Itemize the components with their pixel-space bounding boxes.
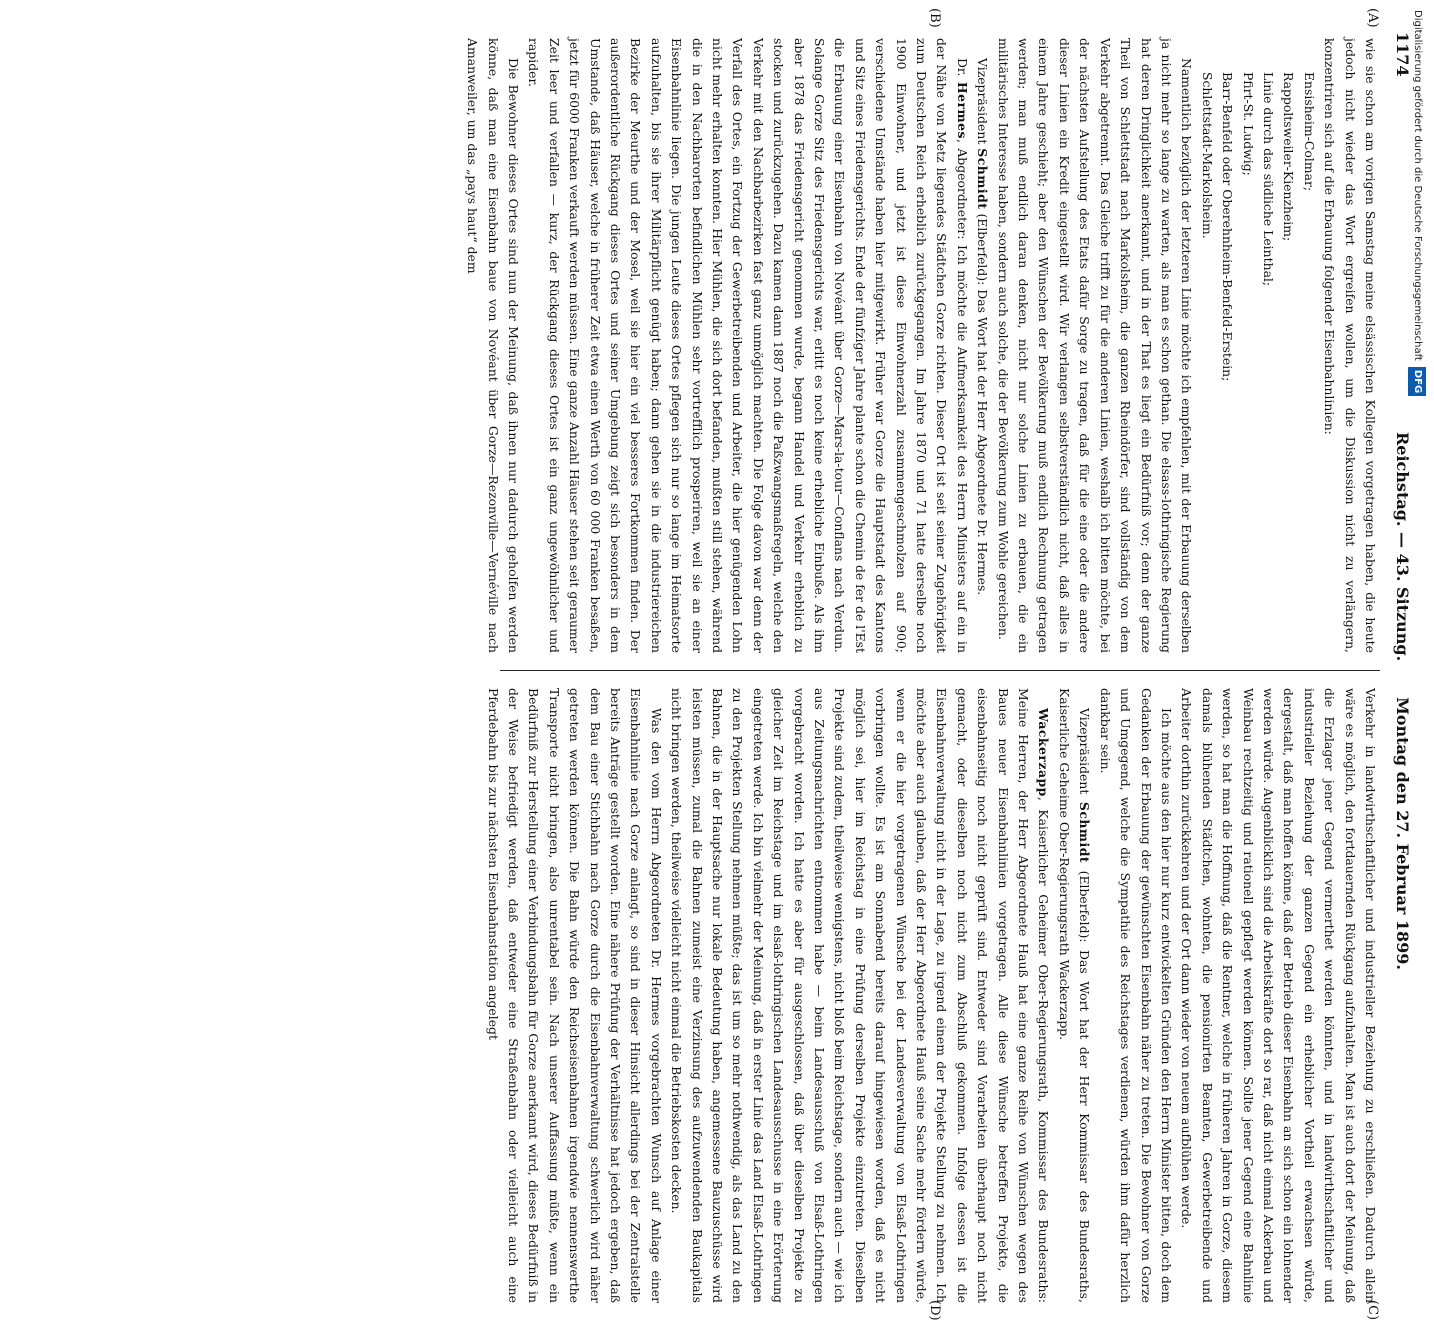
paragraph: Verkehr in landwirthschaftlicher und industrieller Beziehung zu erschließen. Dadurch allein wäre es möglich, den fortdauernden Rückgang aufzuhalten. Man ist auch dort der Meinung, daß die Erzlager jener Gegend vermerthet werden könnten, und in landwirthschaftlicher und industrieller Beziehung der ganzen Gegend ein erheblicher Vortheil erwachsen würde, dergestalt, daß man hoffen könne, daß der Betrieb dieser Eisenbahn an sich schon ein lohnender werden würde. Augenblicklich sind die Arbeitskräfte dort so rar, daß nicht einmal Ackerbau und Weinbau rechtzeitig und rationell gepflegt werden können. Sollte jener Gegend eine Bahnlinie werden, so hat man die Hoffnung, daß die Rentner, welche in früheren Jahren in Gorze, diesem damals blühenden Städtchen, wohnten, die pensionirten Beamten, Gewerbetreibende und Arbeiter dorthin zurückkehren und der Ort dann wieder von neuem aufblühen werde. xyxy=(1179,688,1378,1303)
speaker-name: Schmidt xyxy=(975,148,991,210)
speaker-paragraph xyxy=(666,688,1054,1303)
list-item: Ensisheim-Colmar; xyxy=(1301,72,1317,192)
page-number: 1174 xyxy=(1393,32,1412,77)
speaker-role: Vizepräsident xyxy=(975,58,991,145)
paragraph: Was den vom Herrn Abgeordneten Dr. Hermes vorgebrachten Wunsch auf Anlage einer Eisenbahnlinie nach Gorze anlangt, so sind in dieser Hinsicht allerdings bei der Zentralstelle bereits Anträge gestellt worden. Eine nähere Prüfung der Verhältnisse hat jedoch ergeben, daß dem Bau einer Stichbahn nach Gorze durch die Eisenbahnverwaltung schwerlich wird näher getreten werden können. Die Bahn würde den Reichseisenbahnen irgendwie nennenswerthe Transporte nicht bringen, also unrentabel sein. Nach unserer Auffassung müßte, wenn ein Bedürfniß zur Herstellung einer Verbindungsbahn für Gorze anerkannt wird, dieses Bedürfniß in der Weise befriedigt werden, daß entweder eine Straßenbahn oder vielleicht auch eine Pferdebahn bis zur nächsten Eisenbahnstation angelegt xyxy=(485,688,664,1303)
list-item: Pfirt-St. Ludwig; xyxy=(1240,72,1256,176)
list-item: Linie durch das südliche Leinthal; xyxy=(1260,72,1276,287)
speaker-paragraph xyxy=(972,38,992,653)
speaker-paragraph xyxy=(1054,688,1095,1303)
list-item: Rappoltsweiler-Kienzheim; xyxy=(1281,72,1297,242)
speech-text: (Elberfeld): Das Wort hat der Herr Kommissar des Bundesraths, Kaiserliche Geheime Ober-Regierungsrath Wackerzapp. xyxy=(1056,688,1093,1303)
speaker-name: Schmidt xyxy=(1077,801,1093,864)
speech-text: , Kaiserlicher Geheimer Ober-Regierungsrath, Kommissar des Bundesraths: Meine Herren, der Herr Abgeordnete Hauß hat eine ganze Reihe von Wünschen wegen des Baues neuer Eisenbahnlinien vorgetragen. Alle diese Wünsche betreffen Projekte, die eisenbahnseitig noch nicht geprüft sind. Entweder sind Vorarbeiten überhaupt noch nicht gemacht, oder dieselben noch nicht zum Abschluß gekommen. Infolge dessen ist die Eisenbahnverwaltung nicht in der Lage, zu irgend einem der Projekte Stellung zu nehmen. Ich möchte aber auch glauben, daß der Herr Abgeordnete Hauß seine Sache mehr fördern würde, wenn er die hier vorgetragenen Wünsche bei der Landesverwaltung von Elsaß-Lothringen vorbringen wollte. Es ist am Sonnabend bereits darauf hingewiesen worden, daß es nicht möglich sei, hier im Reichstag in eine Prüfung derselben Projekte einzutreten. Dieselben Projekte sind zudem, theilweise wenigstens, nicht bloß beim Reichstage, sondern auch — wie ich aus Zeitungsnachrichten entnommen habe — beim Landesausschuß von Elsaß-Lothringen vorgebracht worden. Ich hatte es aber für ausgeschlossen, daß über dieselben Projekte zu gleicher Zeit im Reichstage und im elsaß-lothringischen Landesausschusse in eine Erörterung eingetreten werde. Ich bin vielmehr der Meinung, daß in erster Linie das Land Elsaß-Lothringen zu den Projekten Stellung nehmen müßte; das ist um so mehr nothwendig, als das Land zu den Bahnen, die in der Hauptsache nur lokale Bedeutung haben, angemessene Bauzuschüsse wird leisten müssen, zumal die Bahnen zumeist eine Verzinsung des aufzuwendenden Baukapitals nicht bringen werden, theilweise vielleicht nicht einmal die Betriebskosten decken. xyxy=(669,688,1052,1303)
list-item: Barr-Benfeld oder Oberehnheim-Benfeld-Erstein; xyxy=(1220,72,1236,382)
page-title: Reichstag. — 43. Sitzung. xyxy=(1393,432,1412,662)
speaker-paragraph xyxy=(523,38,972,653)
list-item: Schlettstadt-Markolsheim. xyxy=(1199,72,1215,239)
speaker-name: Wackerzapp xyxy=(1036,708,1052,797)
speech-text: (Elberfeld): Das Wort hat der Herr Abgeordnete Dr. Hermes. xyxy=(975,213,991,596)
margin-marker-b: (B) xyxy=(927,8,942,28)
paragraph: wie sie schon am vorigen Samstag meine elsässischen Kollegen vorgetragen haben, die heute jedoch nicht wieder das Wort ergreifen wollen, um die Diskussion nicht zu verlängern, konzentriren sich auf die Erbauung folgender Eisenbahnlinien: xyxy=(1322,38,1378,653)
digitization-credit xyxy=(1410,10,1428,990)
speech-text: , Abgeordneter: Ich möchte die Aufmerksamkeit des Herrn Ministers auf ein in der Nähe von Metz liegendes Städtchen Gorze richten. Dieser Ort ist seit seiner Zugehörigkeit zum Deutschen Reich erheblich zurückgegangen. Im Jahre 1870 und 71 hatte derselbe noch 1900 Einwohner, und jetzt ist diese Einwohnerzahl zusammengeschmolzen auf 900; verschiedene Umstände haben hier mitgewirkt. Früher war Gorze die Hauptstadt des Kantons und Sitz eines Friedensgerichts. Ende der fünfziger Jahre plante schon die Chemin de fer de l'Est die Erbauung einer Eisenbahn von Novéant über Gorze—Mars-la-tour—Conflans nach Verdun. Solange Gorze Sitz des Friedensgerichts war, erlitt es noch keine erhebliche Einbuße. Als ihm aber 1878 das Friedensgericht genommen wurde, begann Handel und Verkehr erheblich zu stocken und zurückzugehen. Dazu kamen dann 1887 noch die Paßzwangsmaßregeln, welche den Verkehr mit den Nachbarbezirken fast ganz unmöglich machten. Die Folge davon war denn der Verfall des Ortes, ein Fortzug der Gewerbetreibenden und Arbeiter, die hier genügenden Lohn nicht mehr erhalten konnten. Hier Mühlen, die sich dort befanden, mußten still stehen, während die in den Nachbarorten befindlichen Mühlen sehr vortrefflich prosperiren, weil sie an einer Eisenbahnlinie liegen. Die jungen Leute dieses Ortes pflegen sich nur so lange im Heimatsorte aufzuhalten, bis sie ihrer Militärpflicht genügt haben; dann gehen sie in die industriereichen Bezirke der Meurthe und der Mosel, weil sie hier ein viel besseres Fortkommen finden. Der außerordentliche Rückgang dieses Ortes und seiner Umgebung zeigt sich besonders in dem Umstande, daß Häuser, welche in früherer Zeit etwa einen Werth von 60 000 Franken besaßen, jetzt für 6000 Franken verkauft werden müssen. Eine ganze Anzahl Häuser stehen seit geraumer Zeit leer und verfallen — kurz, der Rückgang dieses Ortes ist ein ganz ungewöhnlicher und rapider. xyxy=(526,38,970,653)
margin-marker-a: (A) xyxy=(1365,8,1380,28)
speaker-name: Hermes xyxy=(954,81,970,139)
paragraph: Ich möchte aus den hier nur kurz entwickelten Gründen den Herrn Minister bitten, doch dem Gedanken der Erbauung der gewünschten Eisenbahn näher zu treten. Die Bewohner von Gorze und Umgegend, welche die Sympathie des Reichstages verdienen, würden ihm dafür herzlich dankbar sein. xyxy=(1097,688,1174,1303)
speaker-title: Dr. xyxy=(954,58,970,77)
paragraph: Namentlich bezüglich der letzteren Linie möchte ich empfehlen, mit der Erbauung derselben ja nicht mehr so lange zu warten, als man es schon gethan. Die elsass-lothringische Regierung hat deren Dringlichkeit anerkannt, und in der That es liegt ein Bedürfniß vor; denn der ganze Theil von Schlettstadt nach Markolsheim, die ganzen Rheindörfer, sind vollständig von dem Verkehr abgetrennt. Das Gleiche trifft zu für die anderen Linien, weshalb ich bitten möchte, bei der nächsten Aufstellung des Etats dafür Sorge zu tragen, daß für die eine oder die andere dieser Linien ein Kredit eingestellt wird. Wir verlangen selbstverständlich nicht, daß alles in einem Jahre geschieht; aber den Wünschen der Bevölkerung muß endlich Rechnung getragen werden; man muß endlich daran denken, nicht nur solche Linien zu erbauen, die ein militärisches Interesse haben, sondern auch solche, die der Bevölkerung zum Wohle gereichen. xyxy=(995,38,1195,653)
dfg-logo: DFG xyxy=(1408,367,1426,396)
credit-text: Digitalisierung gefördert durch die Deutsche Forschungsgemeinschaft xyxy=(1412,10,1423,361)
paragraph: Die Bewohner dieses Ortes sind nun der Meinung, daß ihnen nur dadurch geholfen werden könne, daß man eine Eisenbahn baue von Novéant über Gorze—Rezonville—Vernéville nach Amanweiler, um das „pays haut“ dem xyxy=(465,38,521,653)
left-column xyxy=(465,38,1380,653)
session-date: Montag den 27. Februar 1899. xyxy=(1393,697,1412,970)
document-page xyxy=(50,0,1420,1321)
speaker-role: Vizepräsident xyxy=(1077,708,1093,795)
margin-marker-d: (D) xyxy=(927,1300,942,1321)
right-column xyxy=(485,688,1380,1303)
margin-marker-c: (C) xyxy=(1365,1300,1380,1321)
column-divider xyxy=(500,670,1380,671)
